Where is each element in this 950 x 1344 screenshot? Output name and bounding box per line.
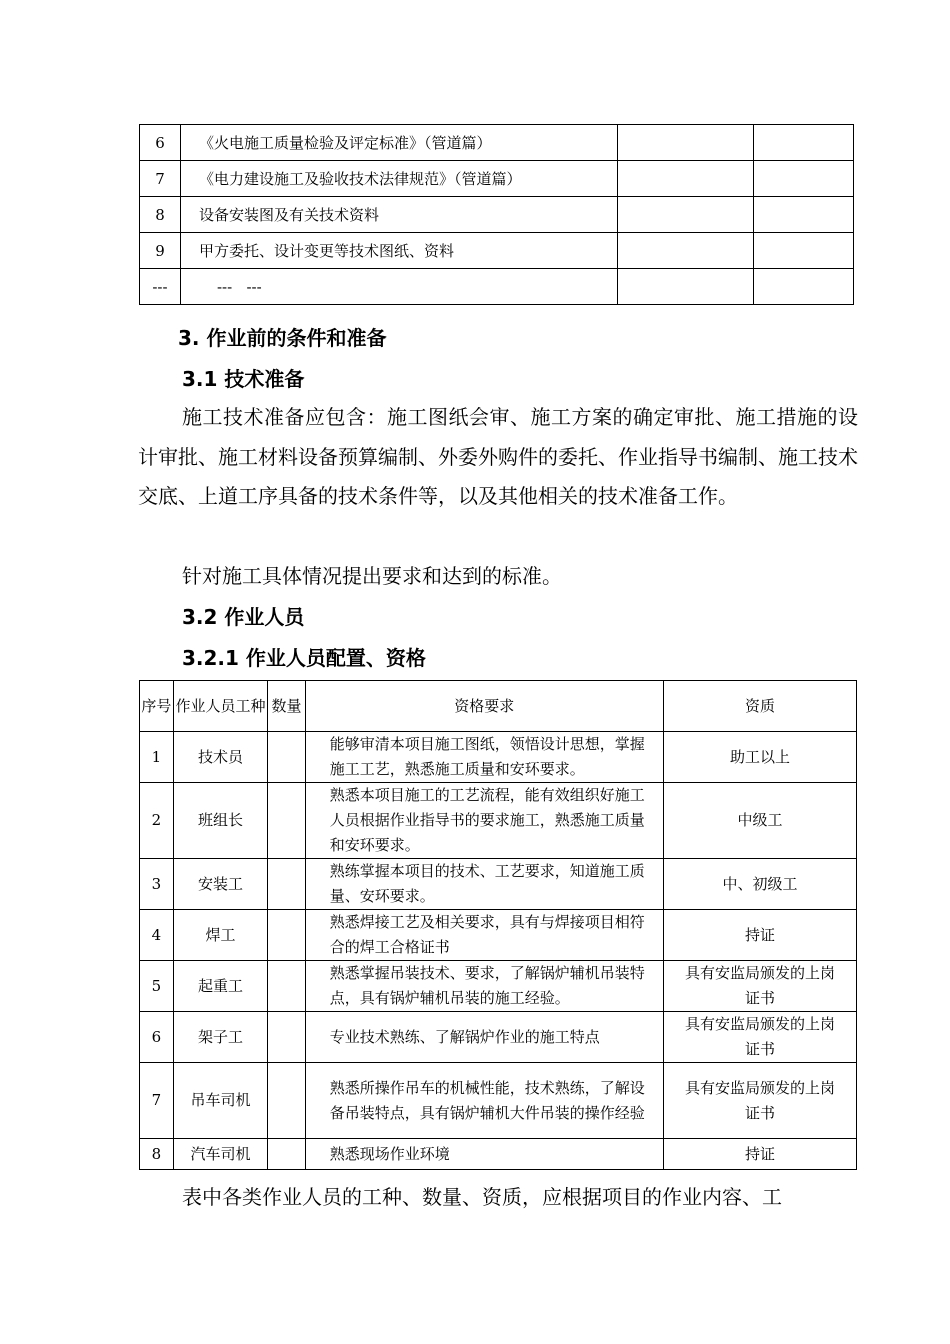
empty-cell bbox=[618, 161, 754, 197]
header-requirements: 资格要求 bbox=[305, 681, 663, 732]
worker-count bbox=[268, 910, 305, 961]
table-row bbox=[140, 1063, 857, 1139]
worker-type: 安装工 bbox=[173, 859, 267, 910]
section-heading: 3. 作业前的条件和准备 bbox=[178, 326, 387, 350]
worker-type: 技术员 bbox=[173, 732, 267, 783]
row-number: --- bbox=[140, 269, 181, 305]
empty-cell bbox=[618, 269, 754, 305]
row-number: 8 bbox=[140, 197, 181, 233]
worker-type: 汽车司机 bbox=[173, 1139, 267, 1170]
subsection-heading: 3.1 技术准备 bbox=[182, 367, 305, 391]
requirement: 专业技术熟练、了解锅炉作业的施工特点 bbox=[305, 1012, 663, 1063]
empty-cell bbox=[753, 125, 853, 161]
qualification: 持证 bbox=[663, 910, 856, 961]
row-number: 6 bbox=[140, 1012, 174, 1063]
worker-type: 起重工 bbox=[173, 961, 267, 1012]
table-row bbox=[140, 783, 857, 859]
standard-title: 《火电施工质量检验及评定标准》（管道篇） bbox=[180, 125, 617, 161]
qualification: 中、初级工 bbox=[663, 859, 856, 910]
requirement: 能够审清本项目施工图纸，领悟设计思想，掌握施工工艺，熟悉施工质量和安环要求。 bbox=[305, 732, 663, 783]
qualification: 具有安监局颁发的上岗证书 bbox=[663, 961, 856, 1012]
table-row bbox=[140, 233, 854, 269]
qualification: 中级工 bbox=[663, 783, 856, 859]
row-number: 5 bbox=[140, 961, 174, 1012]
header-type: 作业人员工种 bbox=[173, 681, 267, 732]
standard-title: 甲方委托、设计变更等技术图纸、资料 bbox=[180, 233, 617, 269]
worker-count bbox=[268, 961, 305, 1012]
row-number: 2 bbox=[140, 783, 174, 859]
qualification: 具有安监局颁发的上岗证书 bbox=[663, 1063, 856, 1139]
requirement: 熟悉现场作业环境 bbox=[305, 1139, 663, 1170]
requirement: 熟悉本项目施工的工艺流程，能有效组织好施工人员根据作业指导书的要求施工，熟悉施工质量和安环要求。 bbox=[305, 783, 663, 859]
row-number: 9 bbox=[140, 233, 181, 269]
standard-title: 设备安装图及有关技术资料 bbox=[180, 197, 617, 233]
table-row bbox=[140, 197, 854, 233]
qualification: 具有安监局颁发的上岗证书 bbox=[663, 1012, 856, 1063]
worker-type: 吊车司机 bbox=[173, 1063, 267, 1139]
worker-count bbox=[268, 783, 305, 859]
subsection-heading: 3.2 作业人员 bbox=[182, 605, 305, 629]
worker-count bbox=[268, 1063, 305, 1139]
table-row bbox=[140, 1012, 857, 1063]
table-row bbox=[140, 161, 854, 197]
worker-type: 焊工 bbox=[173, 910, 267, 961]
staff-qualification-table bbox=[139, 680, 857, 1170]
table-row bbox=[140, 859, 857, 910]
worker-count bbox=[268, 732, 305, 783]
requirement: 熟悉所操作吊车的机械性能，技术熟练，了解设备吊装特点，具有锅炉辅机大件吊装的操作经验 bbox=[305, 1063, 663, 1139]
table-row bbox=[140, 269, 854, 305]
standard-title: 《电力建设施工及验收技术法律规范》（管道篇） bbox=[180, 161, 617, 197]
subsection-heading: 3.2.1 作业人员配置、资格 bbox=[182, 646, 426, 670]
qualification: 助工以上 bbox=[663, 732, 856, 783]
requirement: 熟悉掌握吊装技术、要求，了解锅炉辅机吊装特点，具有锅炉辅机吊装的施工经验。 bbox=[305, 961, 663, 1012]
closing-paragraph: 表中各类作业人员的工种、数量、资质，应根据项目的作业内容、工 bbox=[182, 1185, 782, 1209]
empty-cell bbox=[753, 161, 853, 197]
row-number: 6 bbox=[140, 125, 181, 161]
row-number: 7 bbox=[140, 161, 181, 197]
reference-table bbox=[139, 124, 854, 305]
worker-count bbox=[268, 1012, 305, 1063]
header-qualification: 资质 bbox=[663, 681, 856, 732]
empty-cell bbox=[753, 197, 853, 233]
empty-cell bbox=[618, 233, 754, 269]
paragraph: 施工技术准备应包含：施工图纸会审、施工方案的确定审批、施工措施的设计审批、施工材料设备预算编制、外委外购件的委托、作业指导书编制、施工技术交底、上道工序具备的技术条件等，以及其他相关的技术准备工作。 bbox=[138, 405, 858, 508]
empty-cell bbox=[618, 125, 754, 161]
qualification: 持证 bbox=[663, 1139, 856, 1170]
table-row bbox=[140, 732, 857, 783]
table-row bbox=[140, 1139, 857, 1170]
table-row bbox=[140, 910, 857, 961]
requirement: 熟练掌握本项目的技术、工艺要求，知道施工质量、安环要求。 bbox=[305, 859, 663, 910]
empty-cell bbox=[753, 233, 853, 269]
requirement: 熟悉焊接工艺及相关要求，具有与焊接项目相符合的焊工合格证书 bbox=[305, 910, 663, 961]
table-header-row bbox=[140, 681, 857, 732]
worker-type: 架子工 bbox=[173, 1012, 267, 1063]
row-number: 3 bbox=[140, 859, 174, 910]
table-row bbox=[140, 961, 857, 1012]
row-number: 4 bbox=[140, 910, 174, 961]
paragraph: 针对施工具体情况提出要求和达到的标准。 bbox=[182, 564, 562, 588]
worker-type: 班组长 bbox=[173, 783, 267, 859]
empty-cell bbox=[618, 197, 754, 233]
worker-count bbox=[268, 1139, 305, 1170]
table-row bbox=[140, 125, 854, 161]
row-number: 7 bbox=[140, 1063, 174, 1139]
worker-count bbox=[268, 859, 305, 910]
header-no: 序号 bbox=[140, 681, 174, 732]
standard-title: --- --- bbox=[180, 269, 617, 305]
row-number: 1 bbox=[140, 732, 174, 783]
row-number: 8 bbox=[140, 1139, 174, 1170]
empty-cell bbox=[753, 269, 853, 305]
header-count: 数量 bbox=[268, 681, 305, 732]
